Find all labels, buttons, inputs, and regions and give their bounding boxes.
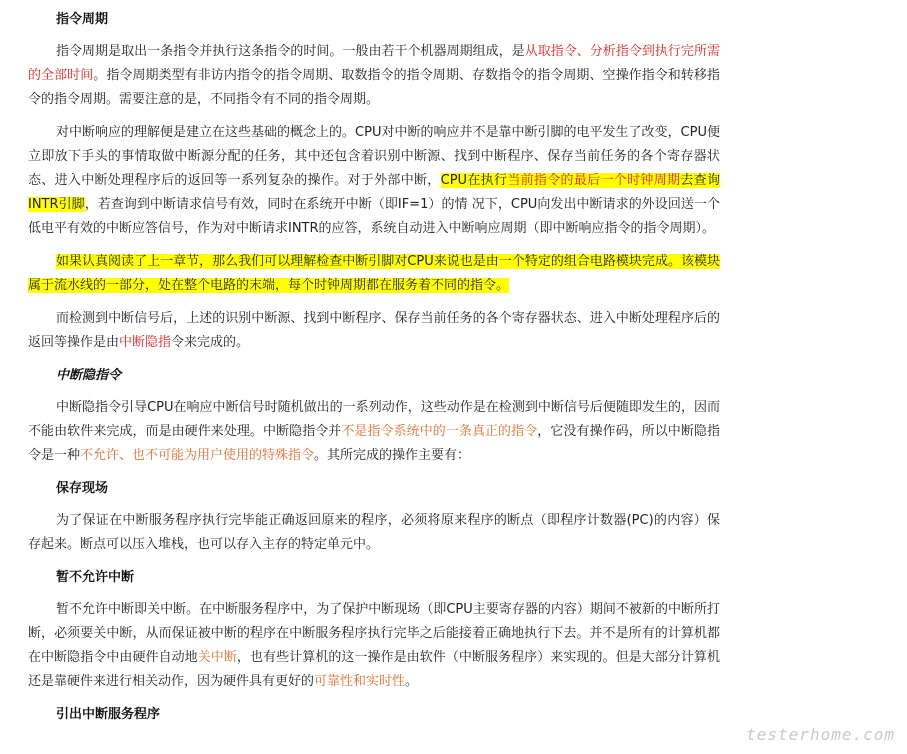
section-heading-instruction-cycle: 指令周期 — [56, 12, 109, 27]
article-body — [28, 8, 720, 735]
highlighted-text: 去查询INTR引脚 — [28, 173, 720, 212]
text-segment: 暂不允许中断即关中断。在中断服务程序中，为了保护中断现场（即CPU主要寄存器的内容）期间不被新的中断所打断，必须要关中断，从而保证被中断的程序在中断服务程序执行完毕之后能接着正确地执行下去。并不是所有的计算机都在中断隐指令中由硬件自动地 — [28, 602, 720, 665]
watermark: testerhome.com — [746, 725, 895, 744]
text-segment: ，若查询到中断请求信号有效，同时在系统开中断（即IF=1）的情 况下，CPU向发出中断请求的外设回送一个低电平有效的中断应答信号，作为对中断请求INTR的应答，系统自动进入中断响应周期（即中断响应指令的指令周期）。 — [28, 197, 720, 236]
text-segment: ，也有些计算机的这一操作是由软件（中断服务程序）来实现的。但是大部分计算机还是靠硬件来进行相关动作，因为硬件具有更好的 — [28, 650, 720, 689]
section-heading-save-context: 保存现场 — [56, 481, 109, 496]
text-segment: 指令周期是取出一条指令并执行这条指令的时间。一般由若干个机器周期组成，是 — [56, 44, 525, 59]
text-segment: 中断隐指令引导CPU在响应中断信号时随机做出的一系列动作，这些动作是在检测到中断信号后便随即发生的，因而不能由软件来完成，而是由硬件来处理。中断隐指令并 — [28, 400, 720, 439]
paragraph-implicit-instruction — [28, 396, 720, 468]
text-segment: ，它没有操作码，所以中断隐指令是一种 — [28, 424, 720, 463]
highlighted-red-text: 当前指令的最后一个时钟周期 — [507, 173, 681, 188]
section-heading-implicit-instruction: 中断隐指令 — [56, 368, 122, 383]
emphasis-orange-text: 不允许、也不可能为用户使用的特殊指令 — [80, 448, 315, 463]
highlighted-text: CPU在执行 — [440, 173, 508, 188]
text-segment: 令来完成的。 — [171, 335, 250, 350]
text-segment: 。其所完成的操作主要有： — [314, 448, 471, 463]
emphasis-red-text: 中断隐指 — [119, 335, 172, 350]
text-segment: 而检测到中断信号后，上述的识别中断源、找到中断程序、保存当前任务的各个寄存器状态、进入中断处理程序后的返回等操作是由 — [28, 311, 720, 350]
highlighted-text: 如果认真阅读了上一章节，那么我们可以理解检查中断引脚对CPU来说也是由一个特定的组合电路模块完成。该模块属于流水线的一部分，处在整个电路的末端，每个时钟周期都在服务着不同的指令。 — [28, 254, 720, 293]
section-heading-disable-interrupt: 暂不允许中断 — [56, 570, 135, 585]
text-segment: 。指令周期类型有非访内指令的指令周期、取数指令的指令周期、存数指令的指令周期、空操作指令和转移指令的指令周期。需要注意的是，不同指令有不同的指令周期。 — [28, 68, 720, 107]
paragraph-interrupt-response — [28, 121, 720, 241]
text-segment: 。 — [405, 674, 419, 689]
paragraph-after-detection — [28, 307, 720, 355]
section-heading-invoke-isr: 引出中断服务程序 — [56, 707, 161, 722]
paragraph-save-context: 为了保证在中断服务程序执行完毕能正确返回原来的程序，必须将原来程序的断点（即程序计数器(PC)的内容）保存起来。断点可以压入堆栈，也可以存入主存的特定单元中。 — [28, 513, 720, 552]
emphasis-red-text: 从取指令、分析指令到执行完所需的全部时间 — [28, 44, 720, 83]
emphasis-orange-text: 可靠性和实时性 — [314, 674, 406, 689]
paragraph-pipeline-note — [28, 250, 720, 298]
text-segment: 对中断响应的理解便是建立在这些基础的概念上的。CPU对中断的响应并不是靠中断引脚的电平发生了改变，CPU便立即放下手头的事情取做中断源分配的任务，其中还包含着识别中断源、找到中断程序、保存当前任务的各个寄存器状态、进入中断处理程序后的返回等一系列复杂的操作。对于外部中断， — [28, 125, 720, 188]
paragraph-disable-interrupt — [28, 598, 720, 694]
emphasis-orange-text: 关中断 — [197, 650, 237, 665]
paragraph-instruction-cycle — [28, 40, 720, 112]
emphasis-orange-text: 不是指令系统中的一条真正的指令 — [341, 424, 538, 439]
